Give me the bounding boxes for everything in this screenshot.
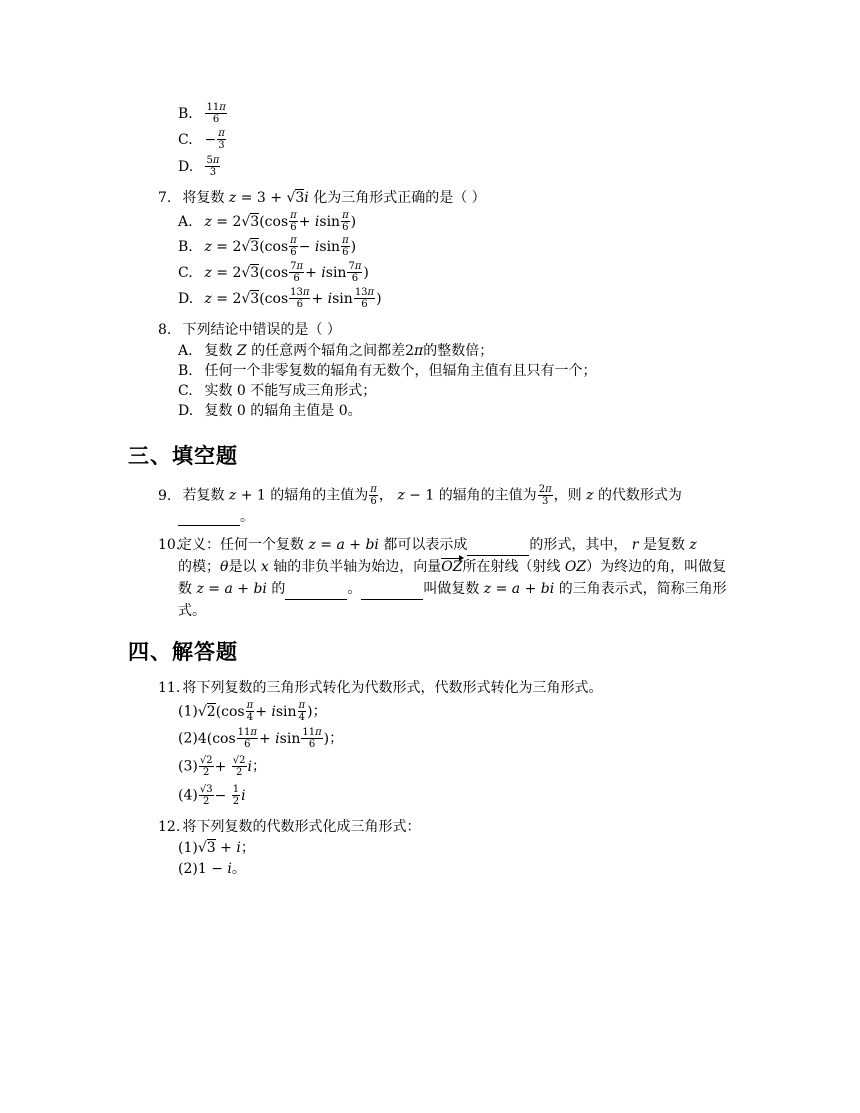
question-text: 定义：任何一个复数 bbox=[178, 537, 304, 553]
question-text: 。 bbox=[347, 581, 362, 597]
answer-blank[interactable] bbox=[178, 511, 240, 526]
question-text: 的模； bbox=[178, 559, 220, 575]
question-9 bbox=[158, 484, 682, 507]
option-label: D. bbox=[178, 158, 194, 175]
question-text: 将复数 bbox=[182, 190, 225, 206]
question-text: 的三角表示式，简称三角形式。 bbox=[178, 581, 727, 619]
question-text: 都可以表示成 bbox=[383, 537, 468, 553]
math-expression: z − 1 bbox=[397, 487, 435, 504]
option-label: D. bbox=[178, 290, 194, 307]
vector-oz: OZ bbox=[441, 559, 463, 575]
option-text: 的辐角主值是 bbox=[250, 403, 335, 419]
question-text: 叫做复数 bbox=[423, 581, 480, 597]
math-expression: z bbox=[689, 537, 697, 553]
question-text: 是以 bbox=[228, 559, 257, 575]
math-expression: OZ bbox=[564, 559, 587, 575]
math-expression: z + 1 bbox=[228, 487, 266, 504]
option-label: B. bbox=[178, 238, 193, 255]
question-text: 的形式，其中， bbox=[529, 537, 628, 553]
question-number: 7. bbox=[158, 190, 172, 206]
math-expression: √3 + i bbox=[197, 840, 241, 856]
math-expression: z = 2√3(cos $\frac{\pi}{6}$ + isin $\frac{\pi}{6}$ ) bbox=[204, 210, 357, 233]
q7-option-d bbox=[178, 287, 382, 310]
option-text: 实数 bbox=[204, 383, 233, 399]
option-text: 复数 bbox=[204, 343, 233, 359]
math-expression: r bbox=[631, 537, 639, 553]
punctuation: ； bbox=[329, 730, 344, 747]
math-expression: x bbox=[260, 559, 269, 575]
question-text: 若复数 bbox=[182, 487, 225, 504]
section-heading-answer: 四、解答题 bbox=[128, 640, 238, 664]
q8-option-d bbox=[178, 402, 362, 420]
question-text: 的辐角的主值为 bbox=[438, 487, 537, 504]
math-expression: $\frac{√3}{2}$ − $\frac{1}{2}$ i bbox=[199, 784, 246, 807]
q6-option-c bbox=[178, 128, 227, 151]
math-expression: 2π bbox=[405, 343, 424, 359]
part-label: (2) bbox=[178, 730, 198, 747]
question-7 bbox=[158, 189, 486, 207]
math-expression: − $\frac{\pi}{3}$ bbox=[204, 128, 225, 151]
option-label: B. bbox=[178, 105, 193, 122]
q12-part-1 bbox=[178, 839, 255, 857]
option-label: C. bbox=[178, 383, 193, 399]
question-number: 12. bbox=[158, 819, 181, 835]
part-label: (4) bbox=[178, 787, 198, 804]
question-number: 11. bbox=[158, 680, 181, 696]
question-text: ，则 bbox=[553, 487, 582, 504]
section-heading-fill-in: 三、填空题 bbox=[128, 444, 238, 468]
q8-option-a bbox=[178, 342, 493, 360]
q12-part-2 bbox=[178, 860, 246, 878]
part-label: (1) bbox=[178, 703, 198, 720]
punctuation: ； bbox=[312, 703, 327, 720]
math-expression: z bbox=[586, 487, 594, 504]
question-text: 。 bbox=[240, 509, 254, 525]
question-text: 轴的非负半轴为始边，向量 bbox=[273, 559, 442, 575]
math-expression: z = a + bi bbox=[308, 537, 379, 553]
q7-option-a bbox=[178, 210, 356, 233]
question-text: ）为终边的角，叫做复数 bbox=[178, 559, 727, 597]
math-expression: z = 2√3(cos $\frac{\pi}{6}$ − isin $\frac{\pi}{6}$ ) bbox=[204, 235, 357, 258]
option-text: 的整数倍； bbox=[423, 343, 494, 359]
question-text: 的代数形式为 bbox=[597, 487, 682, 504]
question-text: 的辐角的主值为 bbox=[270, 487, 369, 504]
question-number: 9. bbox=[158, 487, 172, 504]
option-text: 任何一个非零复数的辐角有无数个，但辐角主值有且只有一个； bbox=[204, 363, 597, 379]
question-number: 10. bbox=[158, 537, 181, 553]
option-label: A. bbox=[178, 213, 193, 230]
option-label: C. bbox=[178, 131, 193, 148]
option-label: B. bbox=[178, 363, 193, 379]
option-text: 。 bbox=[347, 403, 362, 419]
math-expression: √2(cos $\frac{\pi}{4}$ + isin $\frac{\pi}{4}$ ) bbox=[197, 700, 313, 723]
answer-blank[interactable] bbox=[285, 585, 347, 600]
punctuation: ； bbox=[240, 840, 255, 856]
q11-part-4 bbox=[178, 784, 246, 807]
math-expression: z = a + bi bbox=[196, 581, 267, 597]
option-text: 的任意两个辐角之间都差 bbox=[251, 343, 406, 359]
math-expression: 0 bbox=[236, 403, 246, 419]
math-fraction: $\frac{2\pi}{3}$ bbox=[538, 484, 552, 507]
question-text: 将下列复数的三角形式转化为代数形式，代数形式转化为三角形式。 bbox=[182, 680, 603, 696]
option-text: 复数 bbox=[204, 403, 233, 419]
part-label: (2) bbox=[178, 861, 198, 877]
q9-answer-line bbox=[178, 508, 254, 526]
question-12 bbox=[158, 818, 420, 836]
option-text: 不能写成三角形式； bbox=[250, 383, 377, 399]
question-text: 化为三角形式正确的是（ ） bbox=[313, 190, 486, 206]
math-expression: Z bbox=[236, 343, 247, 359]
question-text: 是复数 bbox=[642, 537, 685, 553]
math-expression: 0 bbox=[338, 403, 348, 419]
question-text: 所在射线（射线 bbox=[462, 559, 561, 575]
question-8 bbox=[158, 321, 341, 339]
question-text: 将下列复数的代数形式化成三角形式： bbox=[182, 819, 421, 835]
q6-option-b bbox=[178, 102, 228, 125]
question-text: 的 bbox=[271, 581, 286, 597]
q11-part-3 bbox=[178, 755, 266, 778]
answer-blank[interactable] bbox=[467, 541, 529, 556]
math-expression: $\frac{√2}{2}$ + $\frac{√2}{2}$ i bbox=[199, 755, 252, 778]
math-expression: z = 2√3(cos $\frac{7\pi}{6}$ + isin $\frac{7\pi}{6}$ ) bbox=[204, 261, 369, 284]
q8-option-b bbox=[178, 362, 596, 380]
q8-option-c bbox=[178, 382, 376, 400]
q6-option-d bbox=[178, 155, 221, 178]
question-10 bbox=[158, 536, 181, 554]
part-label: (1) bbox=[178, 840, 198, 856]
math-expression: 4(cos $\frac{11\pi}{6}$ + isin $\frac{11\pi}{6}$ ) bbox=[197, 727, 330, 750]
q7-option-b bbox=[178, 235, 356, 258]
question-text: ， bbox=[378, 487, 393, 504]
answer-blank[interactable] bbox=[361, 585, 423, 600]
math-expression: 0 bbox=[236, 383, 246, 399]
math-expression: z = 2√3(cos $\frac{13\pi}{6}$ + isin $\frac{13\pi}{6}$ ) bbox=[204, 287, 382, 310]
punctuation: 。 bbox=[231, 861, 246, 877]
option-label: C. bbox=[178, 264, 193, 281]
math-expression: z = 3 + √3i bbox=[228, 190, 309, 206]
option-label: D. bbox=[178, 403, 194, 419]
option-label: A. bbox=[178, 343, 193, 359]
question-11 bbox=[158, 679, 602, 697]
part-label: (3) bbox=[178, 758, 198, 775]
punctuation: ； bbox=[251, 758, 266, 775]
q11-part-2 bbox=[178, 727, 343, 750]
math-fraction: $\frac{5\pi}{3}$ bbox=[206, 155, 220, 178]
math-expression: z = a + bi bbox=[483, 581, 555, 597]
math-fraction: $\frac{\pi}{6}$ bbox=[370, 484, 377, 507]
math-expression: 1 − i bbox=[197, 861, 232, 877]
question-10-text bbox=[178, 534, 738, 622]
q11-part-1 bbox=[178, 700, 327, 723]
math-fraction: $\frac{11\pi}{6}$ bbox=[206, 102, 226, 125]
q7-option-c bbox=[178, 261, 369, 284]
question-number: 8. bbox=[158, 322, 172, 338]
question-text: 下列结论中错误的是（ ） bbox=[182, 322, 341, 338]
math-expression: θ bbox=[220, 559, 229, 575]
